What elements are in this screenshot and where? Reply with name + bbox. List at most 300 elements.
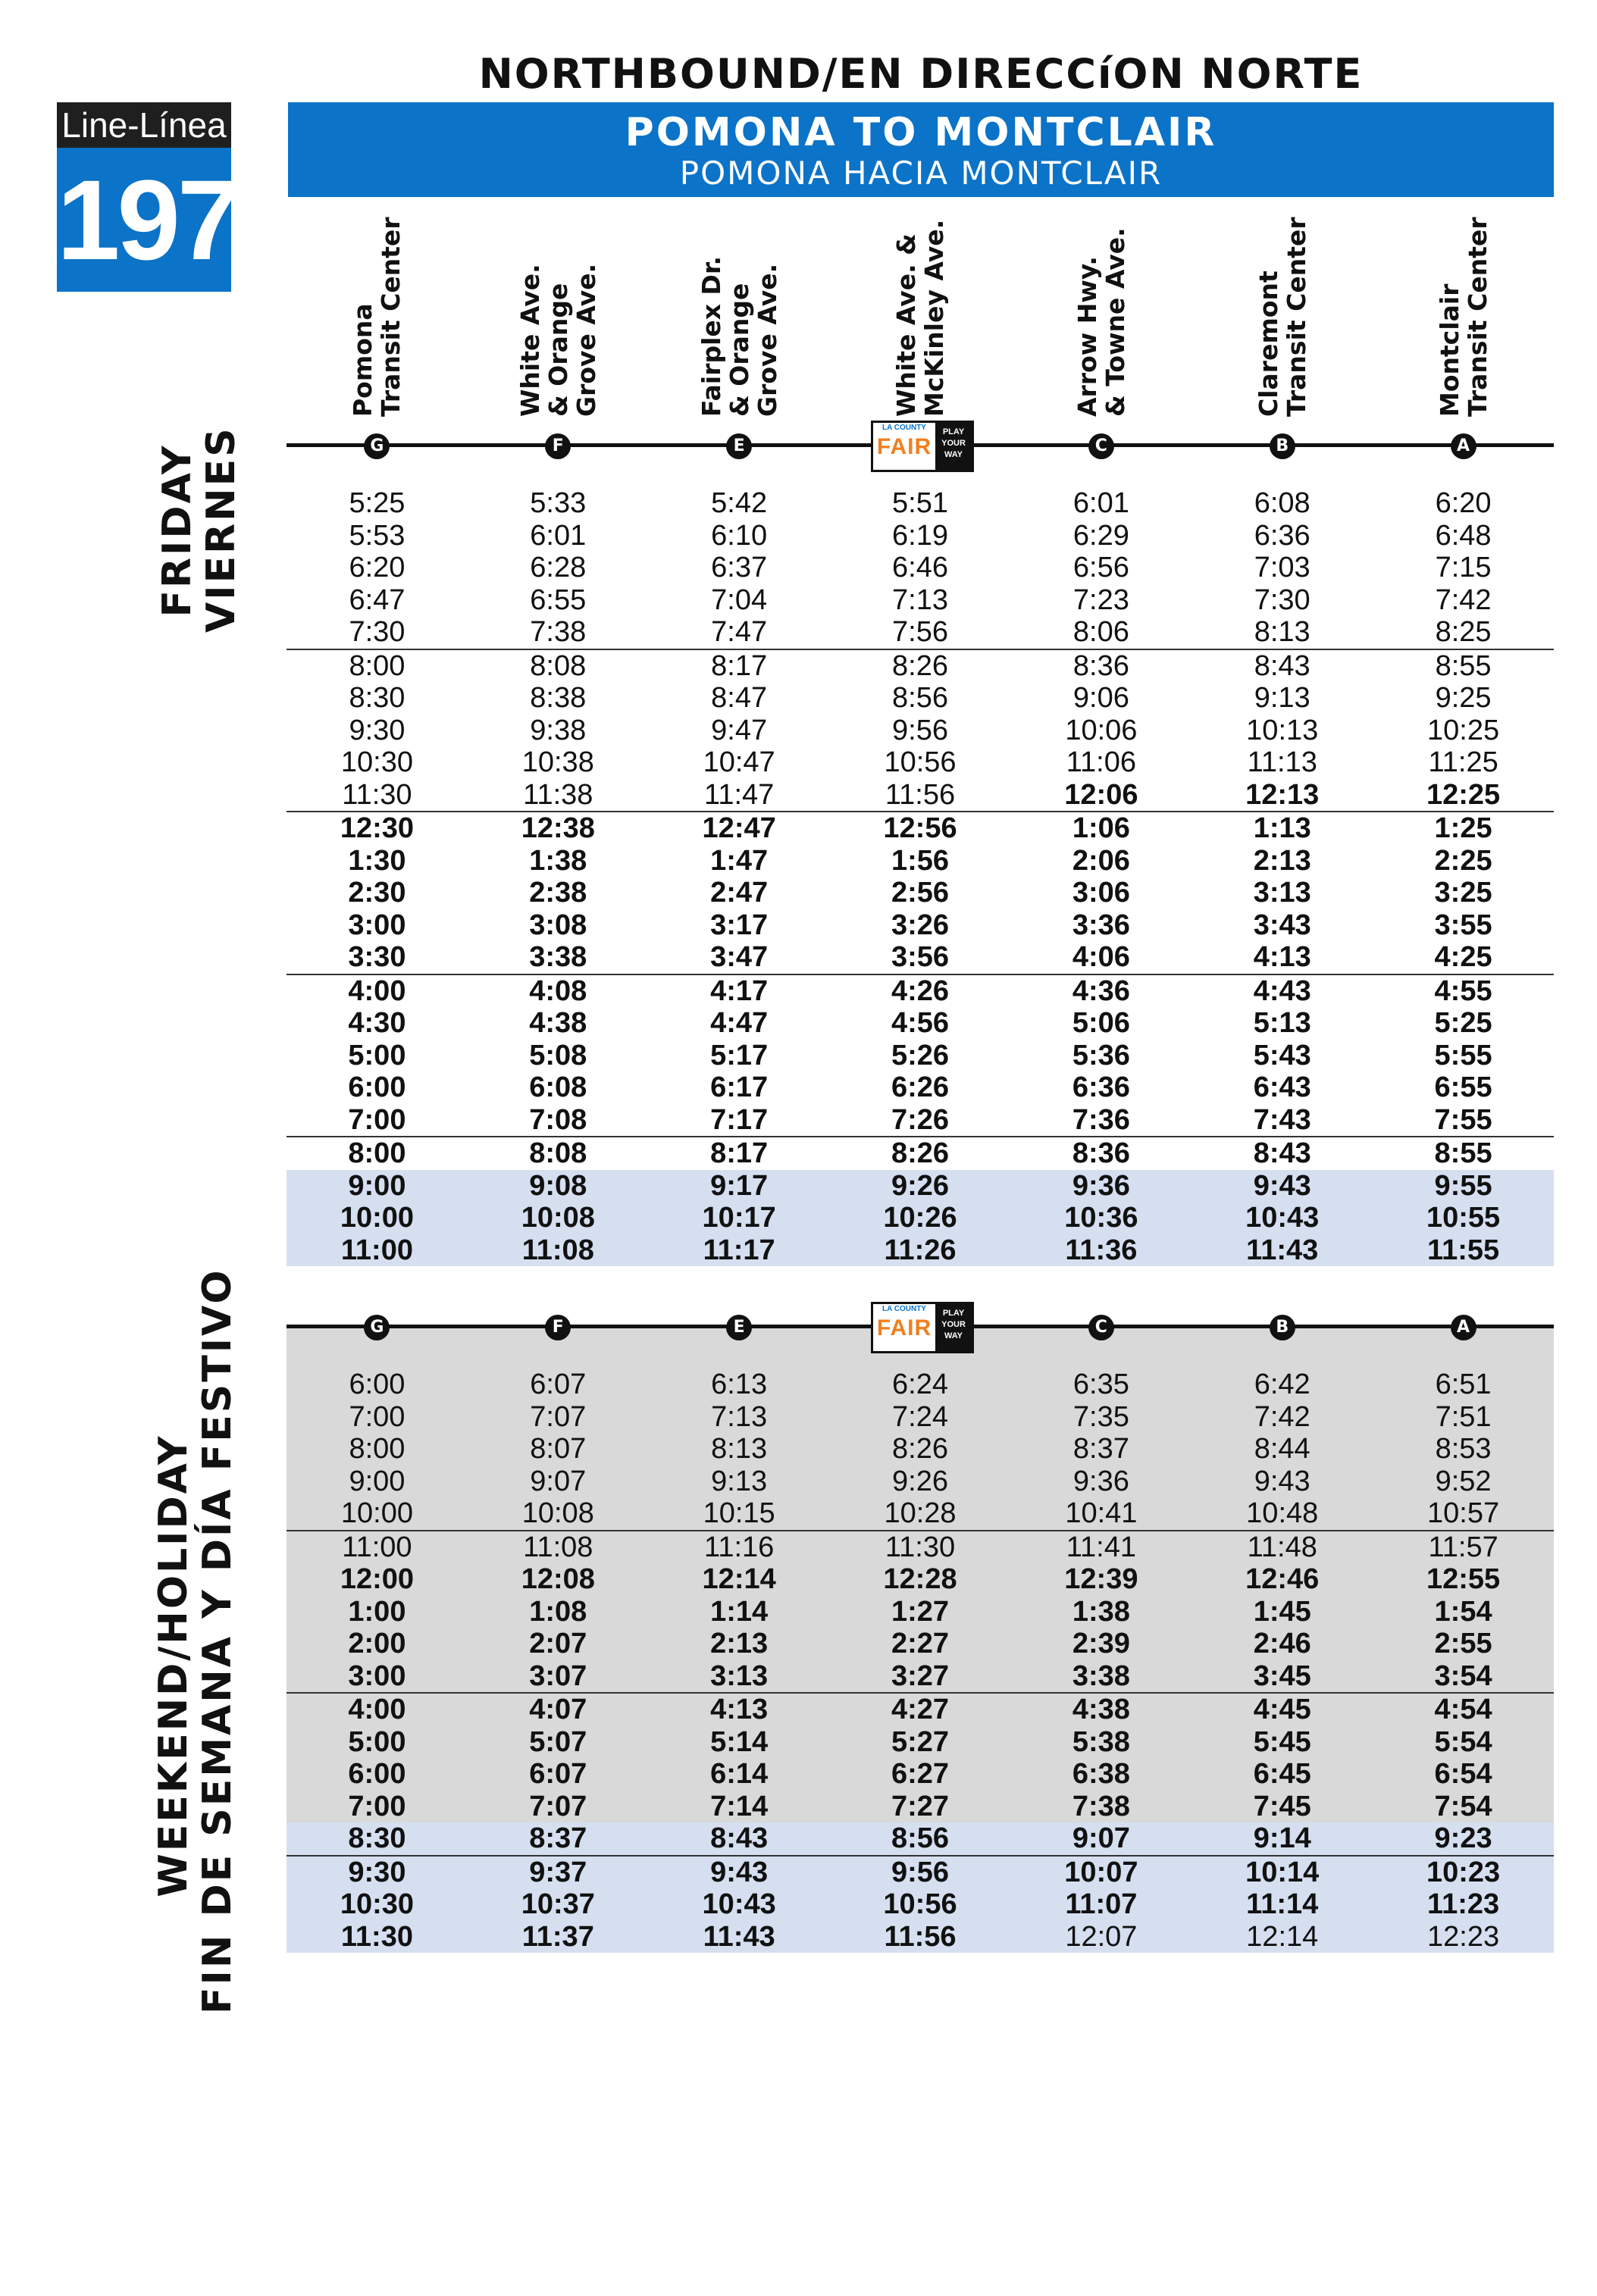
time-cell: 11:48 xyxy=(1247,1531,1317,1563)
stop-name-line: Transit Center xyxy=(1462,217,1492,417)
time-cell: 6:20 xyxy=(349,552,406,583)
stop-name xyxy=(516,264,600,417)
time-cell: 11:08 xyxy=(523,1531,593,1563)
time-cell: 8:37 xyxy=(1072,1433,1129,1465)
time-cell: 6:24 xyxy=(892,1369,948,1400)
stop-name-line: Claremont xyxy=(1253,271,1283,417)
time-cell: 8:36 xyxy=(1072,649,1129,682)
time-cell: 9:06 xyxy=(1072,682,1129,714)
time-cell: 11:55 xyxy=(1427,1234,1500,1266)
time-cell: 7:47 xyxy=(711,616,768,648)
time-cell: 4:45 xyxy=(1253,1694,1311,1725)
table-row xyxy=(287,1170,1554,1203)
time-cell: 3:30 xyxy=(348,941,406,973)
time-cell: 6:07 xyxy=(529,1758,587,1790)
time-cell: 3:08 xyxy=(529,909,587,941)
time-cell: 5:06 xyxy=(1072,1007,1130,1039)
time-cell: 9:07 xyxy=(530,1465,587,1497)
table-row xyxy=(287,909,1554,942)
time-cell: 12:39 xyxy=(1064,1563,1138,1595)
time-cell: 12:06 xyxy=(1064,778,1138,811)
time-cell: 6:36 xyxy=(1072,1071,1130,1103)
time-cell: 5:07 xyxy=(529,1725,587,1758)
time-cell: 11:41 xyxy=(1066,1531,1136,1563)
time-cell: 6:51 xyxy=(1435,1369,1492,1400)
time-cell: 8:56 xyxy=(892,682,948,714)
table-row xyxy=(287,1628,1554,1660)
time-cell: 5:54 xyxy=(1434,1725,1492,1758)
time-cell: 11:47 xyxy=(704,778,775,811)
stop-marker-icon: A xyxy=(1451,1315,1476,1340)
time-cell: 10:57 xyxy=(1427,1497,1500,1529)
time-cell: 7:30 xyxy=(1254,583,1310,616)
time-cell: 5:38 xyxy=(1072,1725,1130,1758)
table-row xyxy=(287,649,1554,683)
time-cell: 1:56 xyxy=(891,844,950,877)
time-cell: 8:30 xyxy=(349,682,406,714)
time-cell: 1:06 xyxy=(1072,812,1130,844)
time-cell: 1:27 xyxy=(891,1595,950,1628)
time-cell: 2:30 xyxy=(348,877,406,909)
time-cell: 10:14 xyxy=(1245,1856,1320,1888)
table-row xyxy=(287,1660,1554,1693)
time-cell: 7:03 xyxy=(1254,552,1310,583)
time-cell: 12:56 xyxy=(883,812,957,844)
time-cell: 11:26 xyxy=(884,1234,957,1266)
time-cell: 4:00 xyxy=(348,1694,406,1725)
table-row xyxy=(287,1855,1554,1889)
time-cell: 7:23 xyxy=(1072,583,1129,616)
time-cell: 4:13 xyxy=(710,1694,769,1725)
time-cell: 7:54 xyxy=(1434,1790,1492,1822)
time-cell: 1:47 xyxy=(710,844,769,877)
time-cell: 9:37 xyxy=(529,1856,587,1888)
page-title: NORTHBOUND/EN DIRECCíON NORTE xyxy=(478,50,1364,98)
weekend-label xyxy=(151,1268,240,2014)
time-cell: 6:45 xyxy=(1253,1758,1311,1790)
time-cell: 7:51 xyxy=(1435,1400,1492,1433)
time-cell: 2:47 xyxy=(710,877,769,909)
time-cell: 6:55 xyxy=(530,583,587,616)
table-row xyxy=(287,682,1554,715)
time-cell: 9:25 xyxy=(1435,682,1492,714)
table-row xyxy=(287,845,1554,877)
time-cell: 8:06 xyxy=(1072,616,1129,648)
stop-header xyxy=(1184,217,1381,417)
time-cell: 5:43 xyxy=(1253,1039,1311,1071)
time-cell: 12:28 xyxy=(883,1563,957,1595)
stop-name-line: Arrow Hwy. xyxy=(1072,256,1102,417)
time-cell: 3:26 xyxy=(891,909,950,941)
stop-name xyxy=(697,256,781,417)
time-cell: 9:14 xyxy=(1253,1822,1311,1854)
time-cell: 4:55 xyxy=(1434,974,1492,1007)
time-cell: 7:56 xyxy=(892,616,948,648)
time-cell: 12:00 xyxy=(340,1563,415,1595)
time-cell: 6:48 xyxy=(1435,519,1492,552)
time-cell: 3:00 xyxy=(348,909,406,941)
table-row xyxy=(287,1888,1554,1921)
route-title: POMONA TO MONTCLAIR xyxy=(625,110,1217,155)
time-cell: 4:38 xyxy=(1072,1694,1130,1725)
time-cell: 12:14 xyxy=(702,1563,776,1595)
time-cell: 10:38 xyxy=(521,746,594,778)
stop-name-line: Fairplex Dr. xyxy=(696,255,726,417)
time-cell: 11:17 xyxy=(703,1234,775,1266)
time-cell: 8:00 xyxy=(349,649,406,682)
time-cell: 8:55 xyxy=(1435,649,1492,682)
time-cell: 9:38 xyxy=(530,714,587,746)
table-row xyxy=(287,974,1554,1008)
time-cell: 7:36 xyxy=(1072,1103,1130,1136)
time-cell: 7:13 xyxy=(892,583,948,616)
time-cell: 8:47 xyxy=(711,682,768,714)
friday-timetable xyxy=(287,487,1554,1266)
stop-name-line: & Orange xyxy=(724,283,754,417)
time-cell: 12:07 xyxy=(1065,1920,1138,1953)
table-row xyxy=(287,1007,1554,1040)
time-cell: 7:00 xyxy=(348,1103,406,1136)
time-cell: 7:00 xyxy=(348,1790,406,1822)
time-cell: 1:30 xyxy=(348,844,406,877)
time-cell: 9:47 xyxy=(711,714,768,746)
time-cell: 10:07 xyxy=(1064,1856,1138,1888)
time-cell: 8:26 xyxy=(892,649,948,682)
route-banner xyxy=(288,102,1554,197)
time-cell: 10:25 xyxy=(1427,714,1500,746)
table-row xyxy=(287,552,1554,584)
stop-marker-icon: B xyxy=(1270,1315,1295,1340)
time-cell: 11:00 xyxy=(340,1234,413,1266)
time-cell: 5:00 xyxy=(348,1725,406,1758)
time-cell: 4:07 xyxy=(529,1694,587,1725)
stop-header xyxy=(640,227,838,417)
time-cell: 11:56 xyxy=(885,778,956,811)
time-cell: 7:42 xyxy=(1254,1400,1310,1433)
time-cell: 8:38 xyxy=(530,682,587,714)
time-cell: 10:06 xyxy=(1065,714,1138,746)
time-cell: 9:23 xyxy=(1434,1822,1492,1854)
time-cell: 7:26 xyxy=(891,1103,950,1136)
time-cell: 6:01 xyxy=(530,519,587,552)
time-cell: 5:14 xyxy=(710,1725,769,1758)
time-cell: 3:13 xyxy=(710,1659,769,1692)
time-cell: 7:13 xyxy=(711,1400,768,1433)
table-row xyxy=(287,1401,1554,1434)
stop-name-line: Grove Ave. xyxy=(571,263,601,417)
table-row xyxy=(287,1563,1554,1596)
time-cell: 3:54 xyxy=(1434,1659,1492,1692)
time-cell: 10:00 xyxy=(340,1202,415,1234)
time-cell: 10:15 xyxy=(703,1497,775,1529)
table-row xyxy=(287,877,1554,909)
time-cell: 12:08 xyxy=(521,1563,595,1595)
time-cell: 9:43 xyxy=(1253,1169,1311,1202)
time-cell: 5:25 xyxy=(1434,1007,1492,1039)
time-cell: 11:30 xyxy=(885,1531,956,1563)
time-cell: 9:30 xyxy=(349,714,406,746)
stop-name-line: Grove Ave. xyxy=(752,263,782,417)
time-cell: 6:29 xyxy=(1072,519,1129,552)
time-cell: 2:39 xyxy=(1072,1628,1130,1659)
time-cell: 10:55 xyxy=(1426,1202,1501,1234)
time-cell: 9:56 xyxy=(892,714,948,746)
time-cell: 6:43 xyxy=(1253,1071,1311,1103)
time-cell: 6:55 xyxy=(1434,1071,1492,1103)
time-cell: 7:17 xyxy=(710,1103,769,1136)
stop-name-line: White Ave. & xyxy=(891,233,921,417)
time-cell: 7:55 xyxy=(1434,1103,1492,1136)
time-cell: 11:07 xyxy=(1065,1888,1138,1920)
time-cell: 5:17 xyxy=(710,1039,769,1071)
table-row xyxy=(287,487,1554,520)
time-cell: 11:43 xyxy=(703,1920,775,1953)
time-cell: 8:26 xyxy=(891,1137,950,1169)
time-cell: 11:00 xyxy=(342,1531,412,1563)
time-cell: 11:43 xyxy=(1246,1234,1319,1266)
time-cell: 4:47 xyxy=(710,1007,769,1039)
time-cell: 1:08 xyxy=(529,1595,587,1628)
time-cell: 6:56 xyxy=(1072,552,1129,583)
table-row xyxy=(287,941,1554,974)
time-cell: 2:13 xyxy=(710,1628,769,1659)
line-number: 197 xyxy=(57,148,231,292)
time-cell: 5:27 xyxy=(891,1725,950,1758)
time-cell: 5:13 xyxy=(1253,1007,1311,1039)
time-cell: 3:38 xyxy=(1072,1659,1130,1692)
time-cell: 9:07 xyxy=(1072,1822,1130,1854)
time-cell: 10:37 xyxy=(521,1888,595,1920)
time-cell: 9:17 xyxy=(710,1169,769,1202)
stop-name-line: Transit Center xyxy=(376,217,406,417)
time-cell: 9:26 xyxy=(892,1465,948,1497)
time-cell: 7:45 xyxy=(1253,1790,1311,1822)
time-cell: 5:36 xyxy=(1072,1039,1130,1071)
time-cell: 6:38 xyxy=(1072,1758,1130,1790)
time-cell: 7:08 xyxy=(529,1103,587,1136)
time-cell: 10:26 xyxy=(883,1202,957,1234)
time-cell: 4:54 xyxy=(1434,1694,1492,1725)
time-cell: 4:25 xyxy=(1434,941,1492,973)
time-cell: 9:36 xyxy=(1072,1169,1130,1202)
table-row xyxy=(287,520,1554,552)
time-cell: 10:17 xyxy=(702,1202,776,1234)
time-cell: 7:14 xyxy=(710,1790,769,1822)
time-cell: 10:30 xyxy=(340,1888,415,1920)
time-cell: 7:15 xyxy=(1435,552,1492,583)
time-cell: 3:47 xyxy=(710,941,769,973)
friday-label xyxy=(155,428,243,633)
table-row xyxy=(287,1071,1554,1104)
time-cell: 3:17 xyxy=(710,909,769,941)
time-cell: 6:08 xyxy=(1254,487,1310,519)
table-row xyxy=(287,1497,1554,1530)
stop-header xyxy=(822,219,1019,417)
time-cell: 10:56 xyxy=(883,1888,957,1920)
time-cell: 1:45 xyxy=(1253,1595,1311,1628)
table-row xyxy=(287,715,1554,747)
time-cell: 12:14 xyxy=(1246,1920,1319,1953)
time-cell: 10:00 xyxy=(340,1497,413,1529)
time-cell: 8:43 xyxy=(1253,1137,1311,1169)
time-cell: 12:46 xyxy=(1245,1563,1320,1595)
time-cell: 8:53 xyxy=(1435,1433,1492,1465)
time-cell: 8:30 xyxy=(348,1822,406,1854)
stop-marker-icon: C xyxy=(1088,433,1114,459)
time-cell: 8:17 xyxy=(711,649,768,682)
time-cell: 1:14 xyxy=(710,1595,769,1628)
time-cell: 4:26 xyxy=(891,974,950,1007)
table-row xyxy=(287,1596,1554,1628)
time-cell: 7:27 xyxy=(891,1790,950,1822)
table-row xyxy=(287,1726,1554,1759)
table-row xyxy=(287,1791,1554,1823)
time-cell: 8:07 xyxy=(530,1433,587,1465)
time-cell: 12:55 xyxy=(1426,1563,1501,1595)
time-cell: 4:30 xyxy=(348,1007,406,1039)
time-cell: 11:37 xyxy=(521,1920,594,1953)
time-cell: 2:46 xyxy=(1253,1628,1311,1659)
time-cell: 7:00 xyxy=(349,1400,406,1433)
time-cell: 7:38 xyxy=(530,616,587,648)
time-cell: 11:56 xyxy=(884,1920,957,1953)
table-row xyxy=(287,1369,1554,1401)
weekend-label-es: FIN DE SEMANA Y DÍA FESTIVO xyxy=(195,1268,240,2014)
time-cell: 6:42 xyxy=(1254,1369,1310,1400)
time-cell: 8:25 xyxy=(1435,616,1492,648)
weekend-timetable xyxy=(287,1369,1554,1953)
time-cell: 4:56 xyxy=(891,1007,950,1039)
time-cell: 6:13 xyxy=(711,1369,768,1400)
time-cell: 1:25 xyxy=(1434,812,1492,844)
time-cell: 6:26 xyxy=(891,1071,950,1103)
time-cell: 11:06 xyxy=(1066,746,1136,778)
table-row xyxy=(287,1104,1554,1137)
time-cell: 8:13 xyxy=(1254,616,1310,648)
time-cell: 10:47 xyxy=(703,746,775,778)
time-cell: 3:13 xyxy=(1253,877,1311,909)
time-cell: 11:13 xyxy=(1247,746,1317,778)
time-cell: 7:43 xyxy=(1253,1103,1311,1136)
time-cell: 2:13 xyxy=(1253,844,1311,877)
time-cell: 6:54 xyxy=(1434,1758,1492,1790)
time-cell: 3:43 xyxy=(1253,909,1311,941)
table-row xyxy=(287,1822,1554,1855)
time-cell: 3:00 xyxy=(348,1659,406,1692)
time-cell: 3:07 xyxy=(529,1659,587,1692)
time-cell: 5:53 xyxy=(349,519,406,552)
stop-marker-icon: G xyxy=(364,1315,390,1340)
time-cell: 10:30 xyxy=(340,746,413,778)
time-cell: 11:30 xyxy=(342,778,412,811)
time-cell: 9:13 xyxy=(1254,682,1310,714)
time-cell: 2:25 xyxy=(1434,844,1492,877)
stop-name xyxy=(1436,217,1492,417)
time-cell: 10:08 xyxy=(521,1497,594,1529)
fair-logo-icon: LA COUNTY FAIR PLAY YOUR WAY xyxy=(871,1302,974,1353)
table-row xyxy=(287,1758,1554,1791)
time-cell: 6:00 xyxy=(348,1071,406,1103)
time-cell: 10:48 xyxy=(1246,1497,1319,1529)
time-cell: 6:36 xyxy=(1254,519,1310,552)
time-cell: 1:54 xyxy=(1434,1595,1492,1628)
time-cell: 6:37 xyxy=(711,552,768,583)
time-cell: 9:00 xyxy=(348,1169,406,1202)
time-cell: 11:23 xyxy=(1427,1888,1500,1920)
time-cell: 10:43 xyxy=(702,1888,776,1920)
stop-name-line: & Orange xyxy=(543,283,573,417)
stop-marker-icon: A xyxy=(1451,433,1476,459)
table-row xyxy=(287,1202,1554,1234)
stop-name-line: Montclair xyxy=(1434,283,1464,417)
time-cell: 8:08 xyxy=(530,649,587,682)
time-cell: 11:38 xyxy=(523,778,593,811)
stop-name xyxy=(1073,227,1129,417)
table-row xyxy=(287,811,1554,845)
stop-name-line: White Ave. xyxy=(515,264,545,417)
time-cell: 9:52 xyxy=(1435,1465,1492,1497)
time-cell: 12:23 xyxy=(1427,1920,1500,1953)
time-cell: 3:06 xyxy=(1072,877,1130,909)
time-cell: 6:46 xyxy=(892,552,948,583)
time-cell: 6:27 xyxy=(891,1758,950,1790)
time-cell: 6:19 xyxy=(892,519,948,552)
time-cell: 11:14 xyxy=(1246,1888,1319,1920)
stop-marker-icon: B xyxy=(1270,433,1295,459)
stop-name-line: & Towne Ave. xyxy=(1100,227,1130,417)
time-cell: 8:13 xyxy=(711,1433,768,1465)
time-cell: 5:33 xyxy=(530,487,587,519)
time-cell: 6:35 xyxy=(1072,1369,1129,1400)
table-row xyxy=(287,1136,1554,1170)
time-cell: 1:38 xyxy=(529,844,587,877)
time-cell: 6:01 xyxy=(1072,487,1129,519)
stop-marker-icon: C xyxy=(1088,1315,1114,1340)
time-cell: 5:25 xyxy=(349,487,406,519)
time-cell: 4:38 xyxy=(529,1007,587,1039)
time-cell: 8:43 xyxy=(1254,649,1310,682)
time-cell: 4:43 xyxy=(1253,974,1311,1007)
time-cell: 6:00 xyxy=(349,1369,406,1400)
time-cell: 6:10 xyxy=(711,519,768,552)
stop-marker-icon: E xyxy=(726,1315,752,1340)
time-cell: 2:07 xyxy=(529,1628,587,1659)
stop-name-line: Pomona xyxy=(348,303,378,417)
time-cell: 6:00 xyxy=(348,1758,406,1790)
stop-header xyxy=(1003,227,1200,417)
time-cell: 11:36 xyxy=(1065,1234,1138,1266)
time-cell: 1:13 xyxy=(1253,812,1311,844)
time-cell: 8:26 xyxy=(892,1433,948,1465)
time-cell: 5:51 xyxy=(892,487,948,519)
table-row xyxy=(287,584,1554,617)
time-cell: 12:38 xyxy=(521,812,595,844)
time-cell: 4:08 xyxy=(529,974,587,1007)
time-cell: 10:08 xyxy=(521,1202,595,1234)
time-cell: 8:44 xyxy=(1254,1433,1310,1465)
time-cell: 8:08 xyxy=(529,1137,587,1169)
time-cell: 8:36 xyxy=(1072,1137,1130,1169)
time-cell: 10:28 xyxy=(884,1497,957,1529)
time-cell: 8:00 xyxy=(348,1137,406,1169)
time-cell: 11:30 xyxy=(340,1920,413,1953)
time-cell: 8:00 xyxy=(349,1433,406,1465)
time-cell: 11:57 xyxy=(1428,1531,1498,1563)
time-cell: 5:26 xyxy=(891,1039,950,1071)
stop-marker-icon: G xyxy=(364,433,390,459)
time-cell: 6:28 xyxy=(530,552,587,583)
time-cell: 3:27 xyxy=(891,1659,950,1692)
